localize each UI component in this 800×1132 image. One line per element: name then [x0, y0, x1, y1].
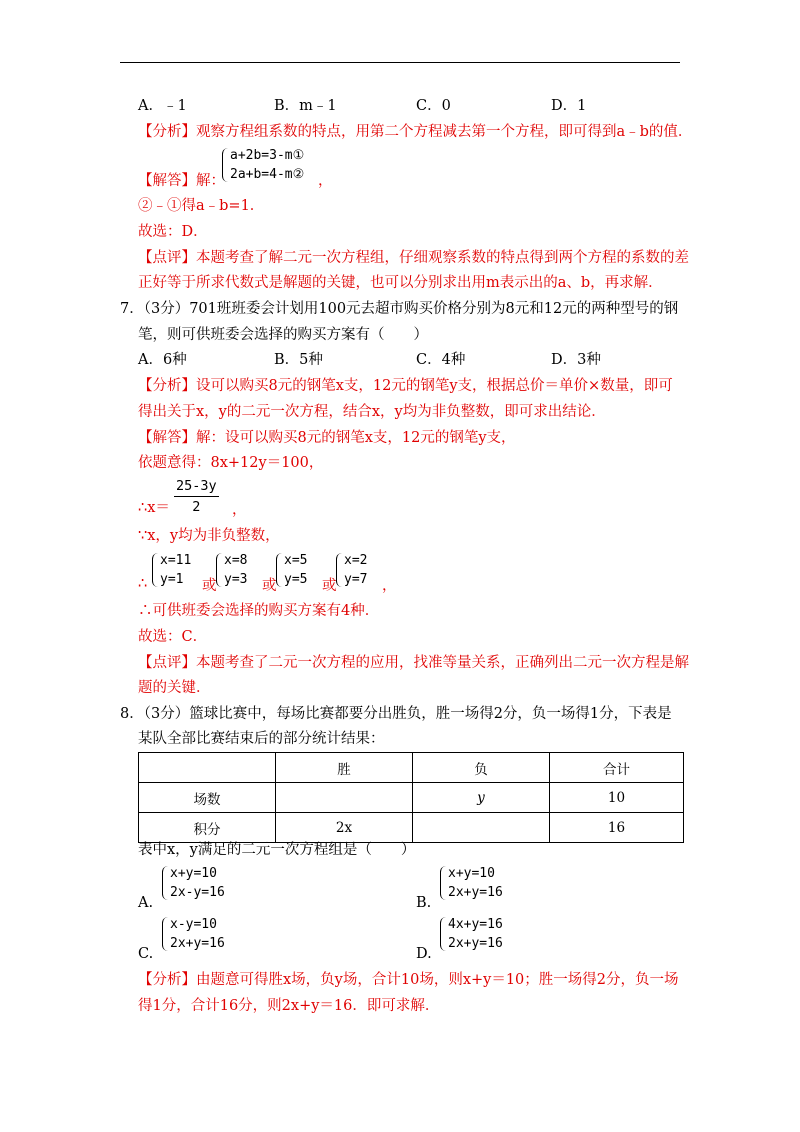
q7-conclusion: ∴可供班委会选择的购买方案有4种． [138, 603, 380, 619]
q7-comment-line2: 题的关键． [138, 680, 211, 696]
q6-comment-line1: 【点评】本题考查了解二元一次方程组，仔细观察系数的特点得到两个方程的系数的差 [138, 250, 689, 266]
table-cell [413, 813, 550, 843]
q7-solution-4 [336, 551, 367, 589]
q7-or-3: 或 [322, 578, 337, 594]
q7-therefore: ∴ [138, 576, 148, 592]
q8-question: 表中x，y满足的二元一次方程组是（ ） [138, 842, 416, 858]
q7-analysis-line2: 得出关于x，y的二元一次方程，结合x，y均为非负整数，即可求出结论． [138, 404, 606, 420]
q7-option-a: A．6种 [138, 352, 187, 368]
q7-option-d: D．3种 [551, 352, 601, 368]
q7-stem-line2: 笔，则可供班委会选择的购买方案有（ ） [138, 327, 428, 343]
q8-option-d-label: D. [416, 946, 432, 962]
table-header-cell: 负 [413, 753, 550, 783]
q6-answer-label: 【解答】解： [138, 173, 225, 189]
table-header-cell: 胜 [276, 753, 413, 783]
q6-option-b: B．m﹣1 [274, 98, 337, 114]
q7-comment-line1: 【点评】本题考查了二元一次方程的应用，找准等量关系，正确列出二元一次方程是解 [138, 655, 689, 671]
q8-a-eq1: x+y=10 [170, 866, 217, 881]
table-cell [276, 813, 413, 843]
q8-b-eq1: x+y=10 [448, 866, 495, 881]
q6-eq-2: 2a+b=4-m② [230, 167, 305, 182]
q7-sol1-y: y=1 [160, 572, 184, 587]
table-header-row [139, 753, 684, 783]
q6-option-a: A．﹣1 [138, 98, 187, 114]
q7-stem-line1: 7．（3分）701班班委会计划用100元去超市购买价格分别为8元和12元的两种型号的钢 [120, 301, 679, 317]
table-row [139, 783, 684, 813]
q6-comment-line2: 正好等于所求代数式是解题的关键，也可以分别求出用m表示出的a、b，再求解． [138, 275, 663, 291]
q7-sol3-y: y=5 [284, 572, 308, 587]
q7-frac-numerator: 25-3y [174, 478, 219, 497]
q8-d-eq1: 4x+y=16 [448, 917, 503, 932]
table-cell: 10 [550, 783, 684, 813]
q8-c-eq1: x-y=10 [170, 917, 217, 932]
table-header-cell: 合计 [550, 753, 684, 783]
table-cell: 16 [550, 813, 684, 843]
q7-fraction [174, 478, 219, 515]
q8-c-eq2: 2x+y=16 [170, 936, 225, 951]
q6-step: ②﹣①得a﹣b=1． [138, 198, 265, 214]
q6-option-d: D．1 [551, 98, 587, 114]
q8-option-c-label: C. [138, 946, 154, 962]
q7-analysis-line1: 【分析】设可以购买8元的钢笔x支，12元的钢笔y支，根据总价＝单价×数量，即可 [138, 378, 673, 394]
q8-d-eq2: 2x+y=16 [448, 936, 503, 951]
table-header-cell [139, 753, 276, 783]
q8-a-eq2: 2x-y=16 [170, 885, 225, 900]
q7-frac-prefix: ∴x＝ [138, 500, 170, 516]
q7-sol3-x: x=5 [284, 553, 308, 568]
q6-system-end: ， [318, 173, 333, 189]
q8-analysis-line2: 得1分，合计16分，则2x+y＝16．即可求解． [138, 998, 440, 1014]
q8-stats-table [138, 752, 684, 843]
q8-option-c-system [162, 915, 225, 953]
q7-solution-3 [276, 551, 307, 589]
q7-sol1-x: x=11 [160, 553, 192, 568]
q7-frac-suffix: ， [232, 502, 247, 518]
q7-sol2-x: x=8 [224, 553, 248, 568]
q7-solution-1 [152, 551, 191, 589]
q7-sol4-x: x=2 [344, 553, 368, 568]
q7-or-2: 或 [262, 578, 277, 594]
table-cell: 场数 [139, 783, 276, 813]
cell-expression: 2x [335, 819, 353, 836]
q7-choice: 故选：C． [138, 629, 208, 645]
q7-answer-line1: 【解答】解：设可以购买8元的钢笔x支，12元的钢笔y支， [138, 430, 516, 446]
table-cell: 积分 [139, 813, 276, 843]
q7-nonnegative-note: ∵x，y均为非负整数， [138, 528, 280, 544]
table-cell [413, 783, 550, 813]
q8-analysis-line1: 【分析】由题意可得胜x场，负y场，合计10场，则x+y＝10；胜一场得2分，负一场 [138, 972, 679, 988]
q7-frac-denominator: 2 [192, 499, 201, 515]
cell-variable: y [477, 789, 485, 806]
q7-solution-2 [216, 551, 247, 589]
q6-analysis: 【分析】观察方程组系数的特点，用第二个方程减去第一个方程，即可得到a﹣b的值． [138, 124, 693, 140]
q6-choice: 故选：D． [138, 224, 208, 240]
q7-sol2-y: y=3 [224, 572, 248, 587]
table-row [139, 813, 684, 843]
q7-option-b: B．5种 [274, 352, 323, 368]
q6-equation-system [222, 146, 304, 184]
q8-option-b-system [440, 864, 503, 902]
q8-stem-line1: 8．（3分）篮球比赛中，每场比赛都要分出胜负，胜一场得2分，负一场得1分，下表是 [120, 706, 672, 722]
header-rule [120, 62, 680, 63]
q8-b-eq2: 2x+y=16 [448, 885, 503, 900]
q8-stem-line2: 某队全部比赛结束后的部分统计结果： [138, 731, 385, 747]
table-cell [276, 783, 413, 813]
q8-option-d-system [440, 915, 503, 953]
q7-option-c: C．4种 [416, 352, 466, 368]
q7-or-1: 或 [202, 578, 217, 594]
q6-eq-1: a+2b=3-m① [230, 148, 305, 163]
q7-solutions-end: ， [382, 578, 397, 594]
q7-sol4-y: y=7 [344, 572, 368, 587]
q8-option-a-system [162, 864, 225, 902]
q7-answer-line2: 依题意得：8x+12y＝100， [138, 455, 324, 471]
q6-option-c: C．0 [416, 98, 451, 114]
q8-option-b-label: B. [416, 895, 432, 911]
q8-option-a-label: A. [138, 895, 154, 911]
